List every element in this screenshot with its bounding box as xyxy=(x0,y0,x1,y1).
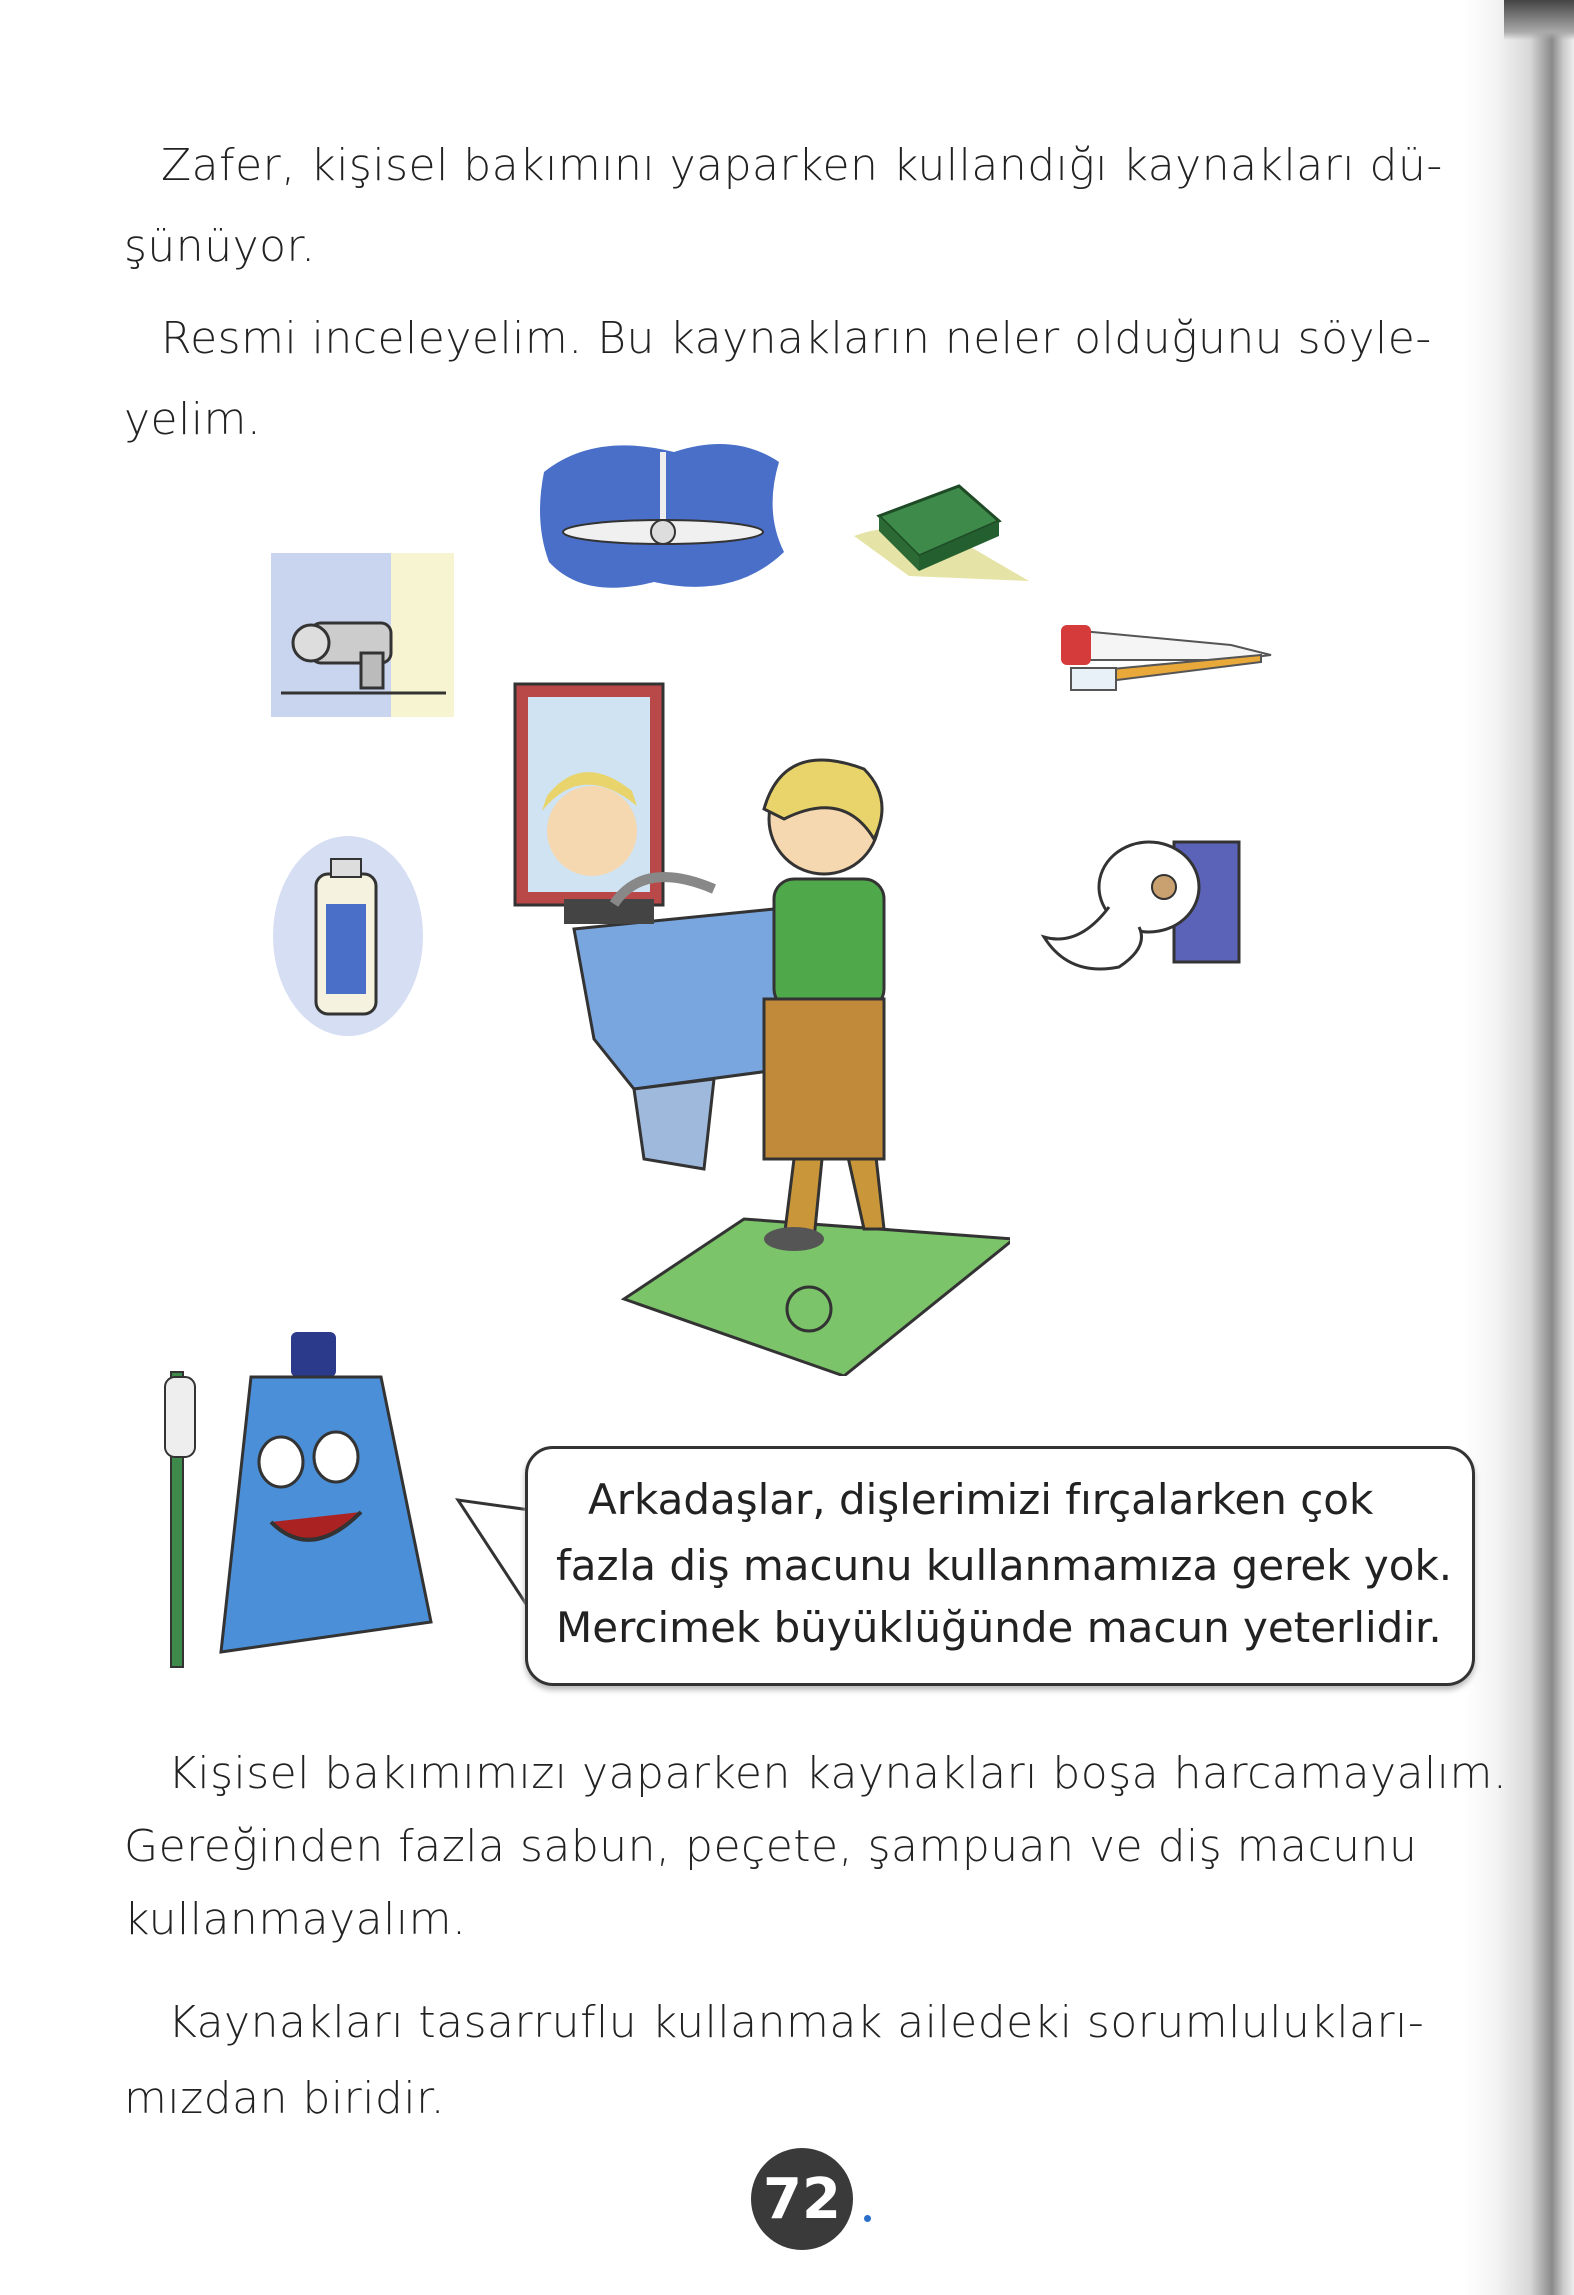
speech-line-2: fazla diş macunu kullanmamıza gerek yok. xyxy=(556,1541,1453,1590)
speech-line-1: Arkadaşlar, dişlerimizi fırçalarken çok xyxy=(588,1475,1374,1524)
ceiling-fan-illustration xyxy=(534,432,790,600)
book-binding-corner xyxy=(1504,0,1574,40)
outro-line-2: Gereğinden fazla sabun, peçete, şampuan ve diş macunu xyxy=(124,1821,1418,1872)
outro-line-5: mızdan biridir. xyxy=(124,2073,446,2124)
outro-line-3: kullanmayalım. xyxy=(124,1894,467,1945)
intro-line-3: Resmi inceleyelim. Bu kaynakların neler olduğunu söyle- xyxy=(161,313,1432,364)
page-number: 72 xyxy=(751,2148,853,2250)
page-number-dot xyxy=(864,2215,871,2222)
book-binding-shadow xyxy=(1464,0,1574,2295)
outro-line-1: Kişisel bakımımızı yaparken kaynakları boşa harcamayalım. xyxy=(168,1748,1508,1799)
speech-bubble xyxy=(525,1446,1475,1686)
intro-line-1: Zafer, kişisel bakımını yaparken kullandığı kaynakları dü- xyxy=(161,140,1443,191)
boy-washing-hands-illustration xyxy=(564,739,1010,1376)
intro-line-4: yelim. xyxy=(124,394,262,445)
shampoo-bottle-illustration xyxy=(271,834,425,1039)
intro-line-2: şünüyor. xyxy=(124,221,316,272)
toothpaste-mascot-illustration xyxy=(161,1332,439,1669)
toothpaste-toothbrush-illustration xyxy=(1061,600,1274,695)
speech-line-3: Mercimek büyüklüğünde macun yeterlidir. xyxy=(556,1603,1442,1652)
soap-illustration xyxy=(849,476,1032,586)
faucet-illustration xyxy=(271,553,454,717)
speech-bubble-tail xyxy=(455,1490,535,1630)
outro-line-4: Kaynakları tasarruflu kullanmak ailedeki sorumlulukları- xyxy=(168,1997,1425,2048)
toilet-paper-illustration xyxy=(1039,827,1244,981)
